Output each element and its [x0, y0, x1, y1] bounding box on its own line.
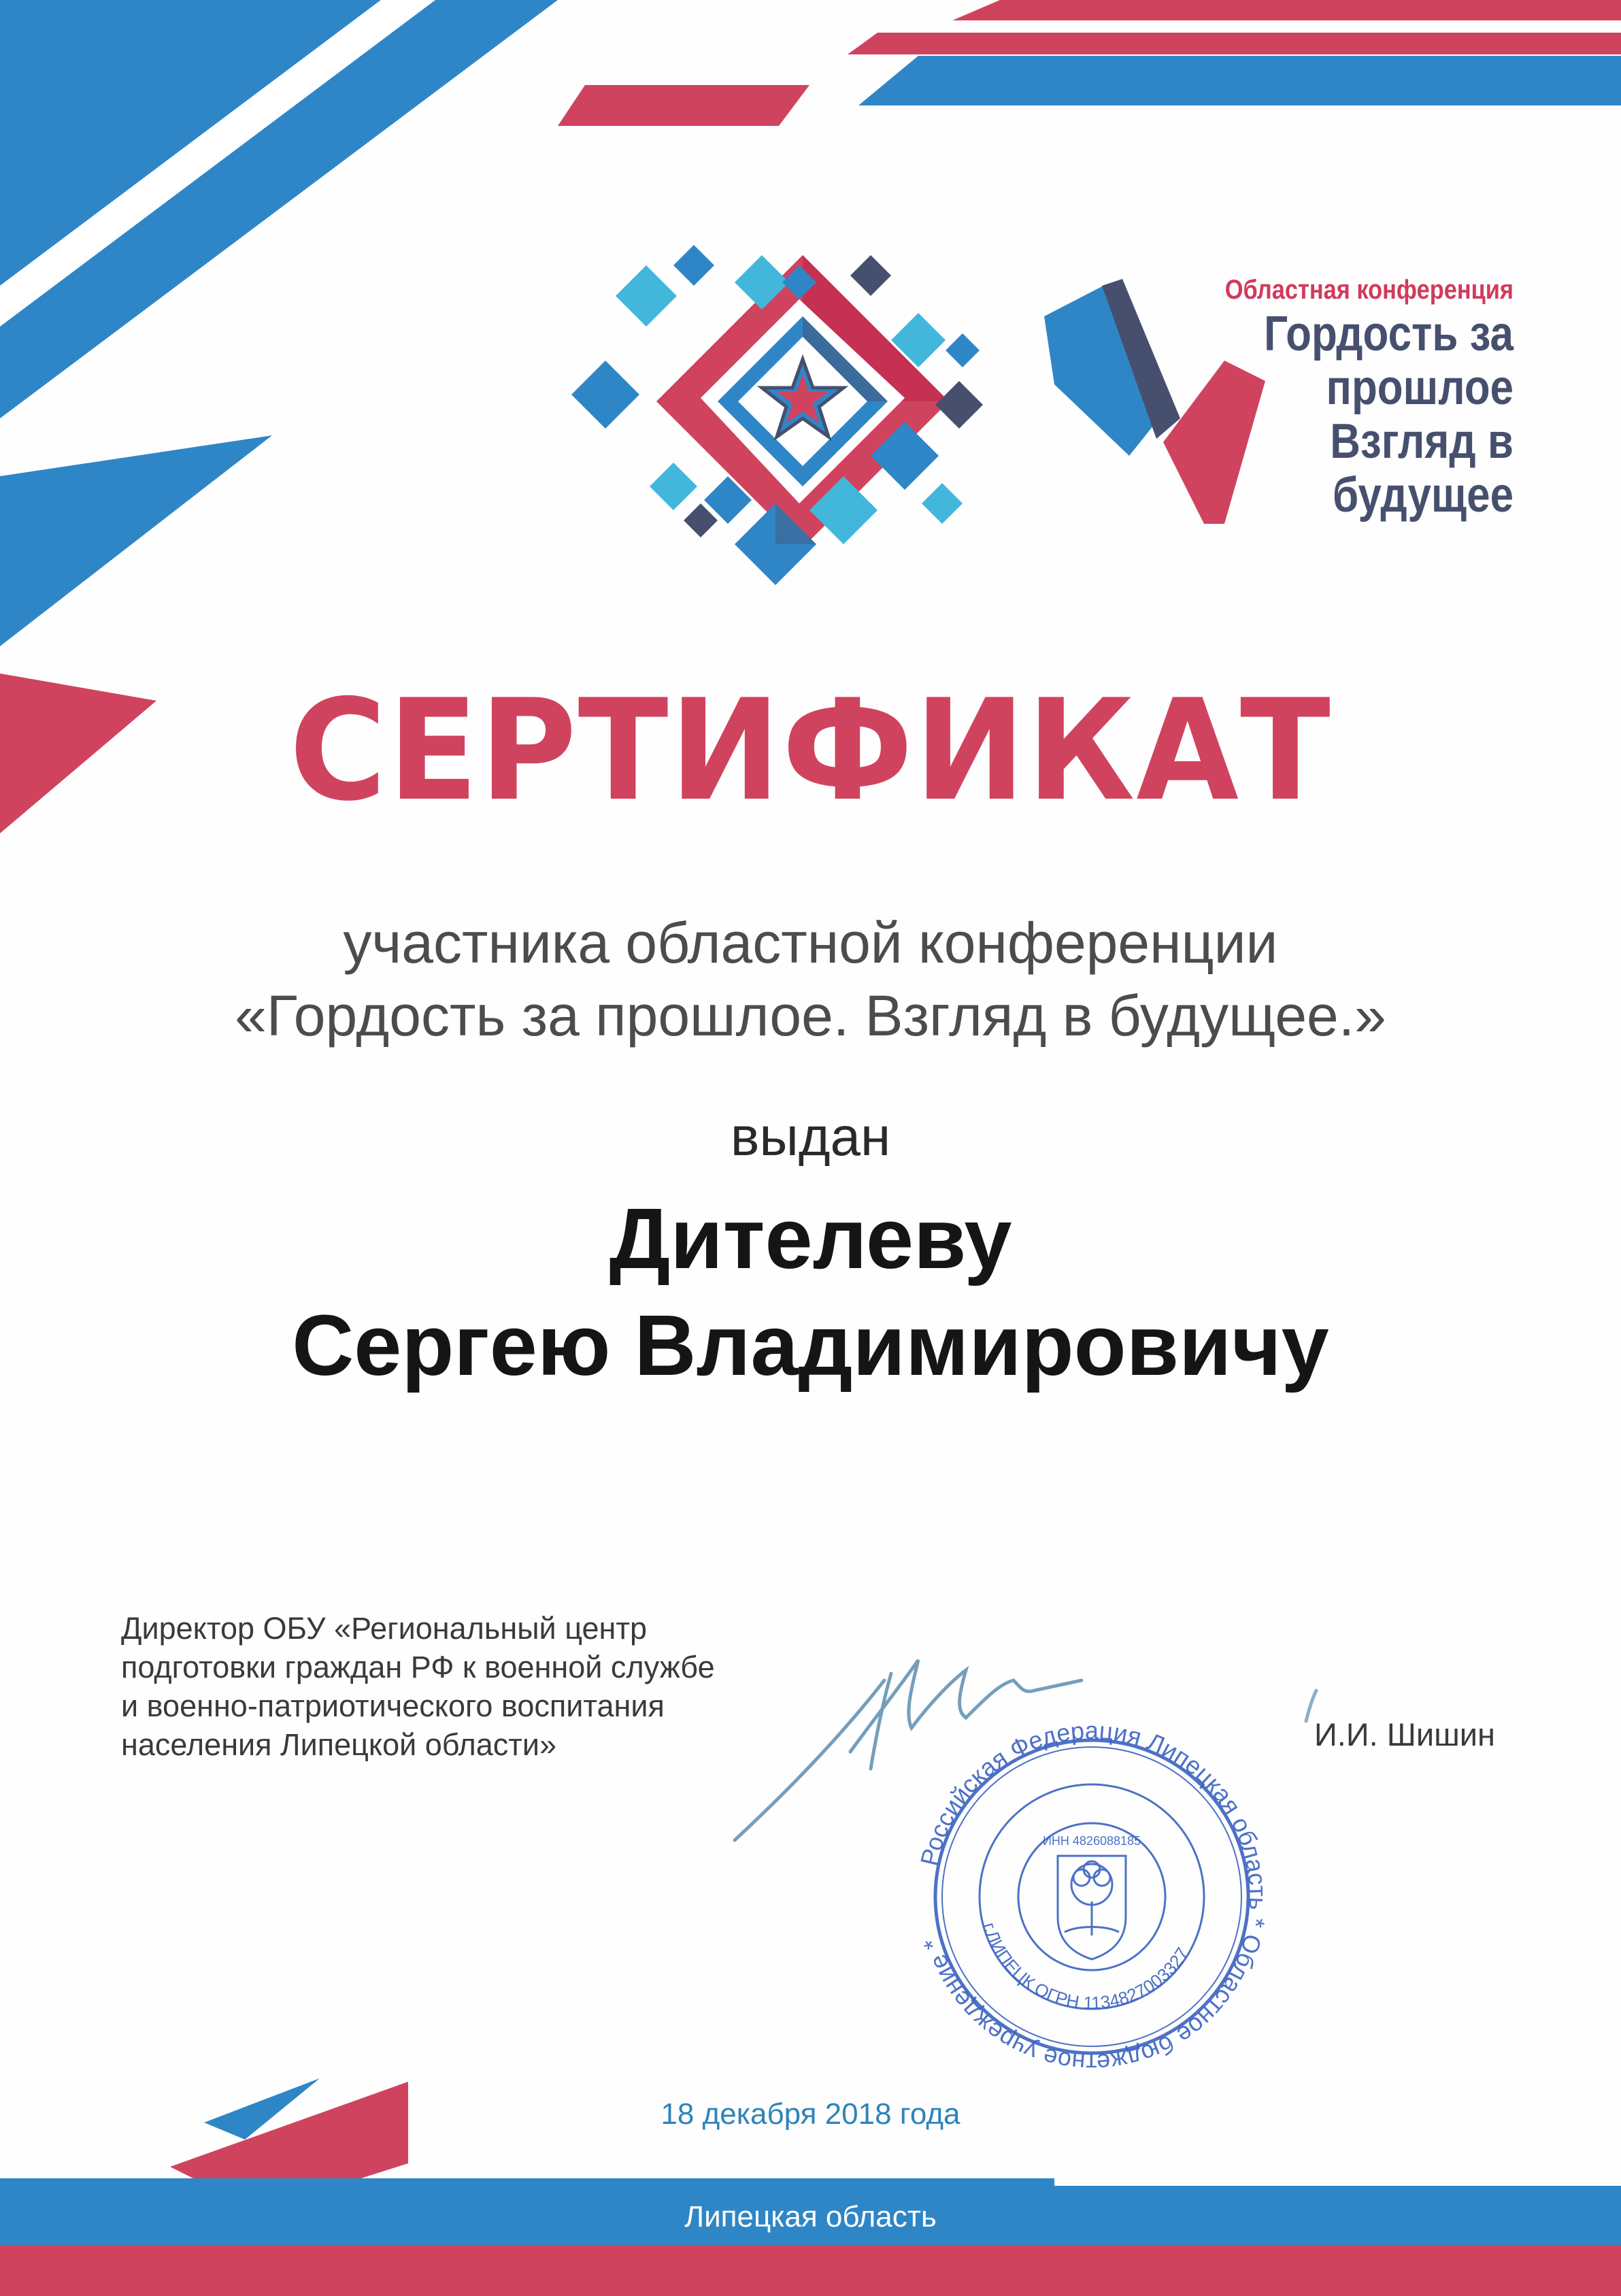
conference-label: Областная конференция [1224, 275, 1514, 305]
issued-label: выдан [730, 1106, 891, 1167]
certificate-subtitle-line1: участника областной конференции [343, 911, 1278, 975]
signatory-position-line: и военно-патриотического воспитания [121, 1688, 665, 1723]
conference-title-line: будущее [1333, 468, 1514, 522]
certificate-subtitle-line2: «Гордость за прошлое. Взгляд в будущее.» [235, 984, 1386, 1048]
recipient-given-names: Сергею Владимировичу [292, 1297, 1329, 1393]
seal-outer-text: Российская Федерация Липецкая область * Областное бюджетное учреждение * [914, 1716, 1273, 2078]
svg-text:г.ЛИПЕЦК ОГРН 1134827003327 [979, 1920, 1192, 2014]
signatory-name: И.И. Шишин [1314, 1716, 1495, 1752]
seal-bottom-text: г.ЛИПЕЦК ОГРН 1134827003327 [979, 1920, 1193, 2014]
seal-inn-text: ИНН 4826088185 [1042, 1834, 1141, 1848]
signatory-position-line: подготовки граждан РФ к военной службе [121, 1650, 715, 1684]
signatory-position-line: Директор ОБУ «Региональный центр [121, 1611, 647, 1646]
certificate-title: СЕРТИФИКАТ [289, 670, 1332, 832]
conference-title-line: Взгляд в [1330, 414, 1514, 469]
recipient-surname: Дителеву [609, 1191, 1012, 1286]
issue-date: 18 декабря 2018 года [661, 2097, 960, 2131]
conference-title-line: Гордость за [1264, 307, 1514, 361]
region-label: Липецкая область [684, 2200, 937, 2233]
signatory-position-line: населения Липецкой области» [121, 1727, 557, 1762]
svg-text:Российская Федерация Липецкая [915, 1716, 1272, 2077]
conference-title-line: прошлое [1326, 361, 1514, 415]
